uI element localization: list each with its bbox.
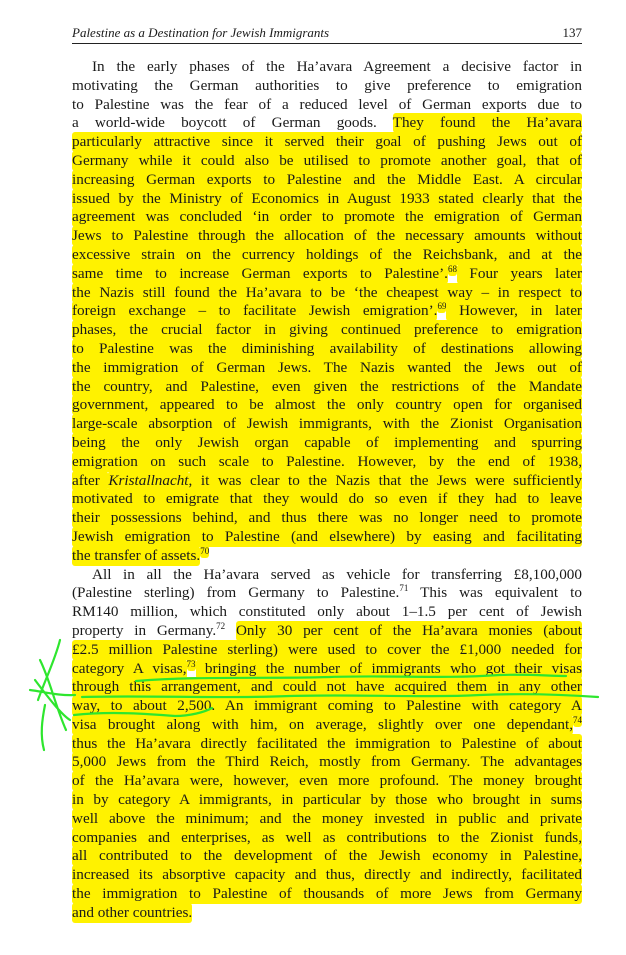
highlighted-text: Jews to Palestine through the allocation of the necessary amounts without [72, 227, 582, 245]
highlighted-text: Only 30 per cent of the Ha’avara monies (about [235, 621, 582, 639]
highlighted-text: all contributed to the development of the Jewish economy in Palestine, [72, 847, 582, 865]
text-line [72, 152, 582, 171]
text-line [72, 359, 582, 378]
highlighted-text: excessive strain on the currency holdings of the Reichsbank, and at the [72, 245, 582, 263]
highlighted-text: emigration on such scale to Palestine. However, by the end of 1938, [72, 452, 582, 470]
text-line [72, 208, 582, 227]
pen-star-mark [30, 640, 75, 750]
text-line [72, 246, 582, 265]
text [225, 622, 236, 639]
highlighted-text: particularly attractive since it served their goal of pushing Jews out of [72, 133, 582, 151]
text-line [72, 735, 582, 754]
highlighted-text: of the Ha’avara were, however, even more profound. The money brought [72, 772, 582, 790]
highlighted-text: agreement was concluded ‘in order to promote the emigration of German [72, 208, 582, 226]
highlighted-text: bringing the number of immigrants who got their visas [195, 659, 582, 677]
highlighted-text: £2.5 million Palestine sterling) were used to cover the £1,000 needed for [72, 640, 582, 658]
text-line [72, 885, 582, 904]
highlighted-text: their possessions behind, and thus there was no longer need to promote [72, 509, 582, 527]
highlighted-text: same time to increase German exports to Palestine’. [72, 264, 448, 282]
highlighted-text: large-scale absorption of Jewish immigrants, with the Zionist Organisation [72, 415, 582, 433]
text-line [72, 96, 582, 115]
highlighted-text: companies and enterprises, as well as contributions to the Zionist funds, [72, 828, 582, 846]
text-line [72, 396, 582, 415]
highlighted-text: However, in later [446, 302, 582, 320]
text-line [72, 866, 582, 885]
text-line [72, 584, 582, 603]
text-line [72, 190, 582, 209]
text: RM140 million, which constituted only about 1–1.5 per cent of Jewish [72, 603, 582, 621]
text-line [72, 566, 582, 585]
text-line [72, 622, 582, 641]
text: property in Germany. [72, 621, 217, 639]
text-line [72, 321, 582, 340]
highlighted-text: increased its absorptive capacity and thus, directly and indirectly, facilitated [72, 866, 582, 884]
highlighted-text: the immigration to Palestine of thousands of more Jews from Germany [72, 885, 582, 903]
text-line [72, 810, 582, 829]
highlighted-text: They found the Ha’avara [392, 114, 582, 132]
text-line [72, 904, 582, 923]
highlighted-text: visa brought along with him, on average, slightly over one dependant, [72, 715, 573, 733]
highlighted-text: through this arrangement, and could not have acquired them in any other [72, 678, 582, 696]
text-line [72, 171, 582, 190]
text-line [72, 791, 582, 810]
text-line [72, 453, 582, 472]
highlighted-text: increasing German exports to Palestine and the Middle East. A circular [72, 170, 582, 188]
highlighted-text: issued by the Ministry of Economics in August 1933 stated clearly that the [72, 189, 582, 207]
highlighted-text: after [72, 471, 109, 489]
text-line [72, 378, 582, 397]
highlighted-text: Jewish emigration to Palestine (and elsewhere) by easing and facilitating [72, 527, 582, 545]
highlighted-text: the immigration of German Jews. The Nazis wanted the Jews out of [72, 358, 582, 376]
text-line [72, 58, 582, 77]
text: All in all the Ha’avara served as vehicle for transferring £8,100,000 [92, 565, 582, 583]
highlighted-text: Four years later [456, 264, 582, 282]
running-title: Palestine as a Destination for Jewish Immigrants [72, 25, 330, 40]
text-line [72, 340, 582, 359]
highlighted-text: Kristallnacht [108, 471, 189, 489]
text-line [72, 415, 582, 434]
footnote-ref: 74 [573, 714, 582, 725]
highlighted-text: to Palestine was the diminishing availability of destinations allowing [72, 339, 582, 357]
highlighted-text: 5,000 Jews from the Third Reich, mostly from Germany. The advantages [72, 753, 582, 771]
text-line [72, 227, 582, 246]
highlighted-text: phases, the crucial factor in giving continued preference to emigration [72, 321, 582, 339]
highlighted-text: and other countries. [72, 903, 193, 921]
text: motivating the German authorities to give preference to emigration [72, 76, 582, 94]
footnote-ref: 72 [216, 620, 226, 631]
text-line [72, 716, 582, 735]
text-line [72, 603, 582, 622]
highlighted-text: motivated to emigrate that they would do so even if they had to leave [72, 490, 582, 508]
text: This was equivalent to [408, 584, 582, 602]
text-line [72, 265, 582, 284]
text: (Palestine sterling) from Germany to Palestine. [72, 584, 400, 602]
text-line [72, 641, 582, 660]
text-line [72, 114, 582, 133]
text-line [72, 829, 582, 848]
text-line [72, 490, 582, 509]
highlighted-text: Germany while it could also be utilised to promote another goal, that of [72, 151, 582, 169]
page-number: 137 [562, 25, 582, 40]
text-line [72, 133, 582, 152]
highlighted-text: being the only Jewish organ capable of implementing and spurring [72, 433, 582, 451]
text-line [72, 660, 582, 679]
highlighted-text: well above the minimum; and the money invested in public and private [72, 809, 582, 827]
footnote-ref: 70 [200, 545, 210, 556]
footnote-ref: 71 [399, 583, 409, 594]
highlighted-text: in by category A immigrants, in particular by those who brought in sums [72, 791, 582, 809]
highlighted-text: foreign exchange – to facilitate Jewish emigration’. [72, 302, 438, 320]
body-text [72, 58, 582, 923]
footnote-ref: 68 [447, 263, 457, 274]
text-line [72, 77, 582, 96]
text-line [72, 528, 582, 547]
highlighted-text: category A visas, [72, 659, 187, 677]
highlighted-text: the country, and Palestine, even given the restrictions of the Mandate [72, 377, 582, 395]
text-line [72, 678, 582, 697]
footnote-ref: 73 [186, 658, 196, 669]
highlighted-text: the transfer of assets. [72, 546, 201, 564]
footnote-ref: 69 [437, 301, 447, 312]
text: to Palestine was the fear of a reduced level of German exports due to [72, 95, 582, 113]
text-line [72, 302, 582, 321]
text-line [72, 434, 582, 453]
running-header [72, 23, 582, 44]
text-line [72, 772, 582, 791]
highlighted-text: the Nazis still found the Ha’avara to be ‘the cheapest way – in respect to [72, 283, 582, 301]
highlighted-text: , it was clear to the Nazis that the Jews were sufficiently [188, 471, 582, 489]
text-line [72, 697, 582, 716]
text: a world-wide boycott of German goods. [72, 114, 393, 132]
highlighted-text: thus the Ha’avara directly facilitated the immigration to Palestine of about [72, 734, 582, 752]
highlighted-text: government, appeared to be almost the only country open for organised [72, 396, 582, 414]
text-line [72, 547, 582, 566]
text: In the early phases of the Ha’avara Agreement a decisive factor in [92, 58, 582, 75]
text-line [72, 847, 582, 866]
text-line [72, 509, 582, 528]
text-line [72, 284, 582, 303]
text-line [72, 753, 582, 772]
text-line [72, 472, 582, 491]
highlighted-text: way, to about 2,500. An immigrant coming to Palestine with category A [72, 697, 582, 715]
